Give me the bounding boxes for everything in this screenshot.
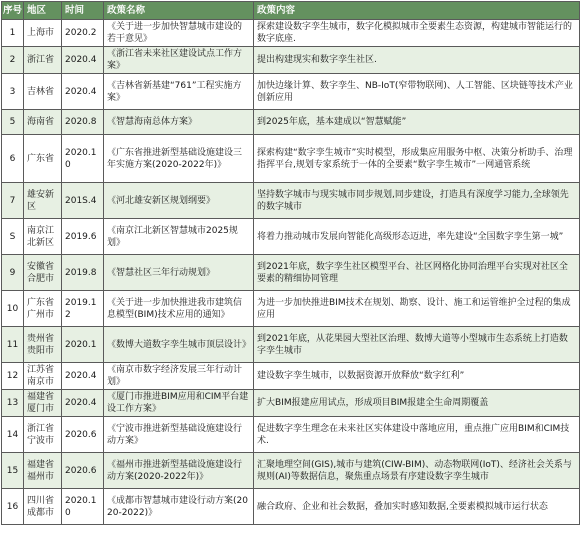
table-header (2, 2, 580, 20)
cell-policy-content: 探索构建“数字孪生城市”实时模型，形成集应用服务中枢、决策分析助手、治理指挥平台,规划专家系统于一体的全要素“数字孪生城市”一网通管系统 (254, 135, 580, 183)
table-row (2, 255, 580, 291)
table-row (2, 291, 580, 327)
cell-time: 2019.12 (62, 291, 104, 327)
cell-policy-name: 《宁波市推进新型基础设施建设行动方案》 (104, 417, 254, 453)
cell-region: 浙江省宁波市 (24, 417, 62, 453)
cell-policy-content: 建设数字孪生城市，以数据资源开放释放“数字红利” (254, 363, 580, 390)
cell-policy-name: 《河北雄安新区规划纲要》 (104, 183, 254, 219)
table-row (2, 453, 580, 489)
cell-policy-content: 将着力推动城市发展向智能化高级形态迈进，率先建设“全国数字孪生第一城” (254, 219, 580, 255)
header-name: 政策名称 (104, 2, 254, 20)
table-row (2, 47, 580, 74)
cell-no: S (2, 219, 24, 255)
table-row (2, 417, 580, 453)
cell-no: 15 (2, 453, 24, 489)
header-no: 序号 (2, 2, 24, 20)
cell-time: 2020.4 (62, 390, 104, 417)
cell-time: 2019.6 (62, 219, 104, 255)
table-body (2, 20, 580, 525)
header-time: 时间 (62, 2, 104, 20)
cell-region: 浙江省 (24, 47, 62, 74)
cell-policy-content: 为进一步加快推进BIM技术在规划、勘察、设计、施工和运管维护全过程的集成应用 (254, 291, 580, 327)
cell-time: 2020.4 (62, 363, 104, 390)
cell-no: 11 (2, 327, 24, 363)
cell-time: 2020.8 (62, 110, 104, 135)
cell-policy-name: 《成都市智慧城市建设行动方案(2020-2022)》 (104, 489, 254, 525)
cell-region: 吉林省 (24, 74, 62, 110)
table-row (2, 183, 580, 219)
cell-region: 上海市 (24, 20, 62, 47)
table-row (2, 489, 580, 525)
cell-time: 2020.10 (62, 135, 104, 183)
cell-policy-name: 《关于进一步加快推进我市建筑信息模型(BIM)技术应用的通知》 (104, 291, 254, 327)
cell-time: 2020.10 (62, 489, 104, 525)
cell-policy-name: 《关于进一步加快智慧城市建设的若干意见》 (104, 20, 254, 47)
cell-policy-name: 《吉林省新基建“761”工程实施方案》 (104, 74, 254, 110)
cell-policy-content: 到2021年底，从花果园大型社区治理、数博大道等小型城市生态系统上打造数字孪生城市 (254, 327, 580, 363)
cell-no: 3 (2, 74, 24, 110)
cell-time: 2020.4 (62, 74, 104, 110)
table-row (2, 390, 580, 417)
cell-no: 6 (2, 135, 24, 183)
cell-policy-name: 《厦门市推进BIM应用和CIM平台建设工作方案》 (104, 390, 254, 417)
cell-policy-name: 《智慧海南总体方案》 (104, 110, 254, 135)
cell-no: 14 (2, 417, 24, 453)
cell-policy-name: 《广东省推进新型基础设施建设三年实施方案(2020-2022年)》 (104, 135, 254, 183)
cell-time: 2020.6 (62, 417, 104, 453)
cell-region: 广东省广州市 (24, 291, 62, 327)
table-row (2, 219, 580, 255)
cell-policy-name: 《智慧社区三年行动规划》 (104, 255, 254, 291)
cell-no: 5 (2, 110, 24, 135)
cell-policy-content: 坚持数字城市与现实城市同步规划,同步建设，打造具有深度学习能力,全球领先的数字城市 (254, 183, 580, 219)
cell-no: 7 (2, 183, 24, 219)
cell-no: 12 (2, 363, 24, 390)
table-row (2, 363, 580, 390)
cell-no: 13 (2, 390, 24, 417)
cell-policy-content: 加快边缘计算、数字孪生、NB-IoT(窄带物联网)、人工智能、区块链等技术产业创新应用 (254, 74, 580, 110)
cell-time: 2020.4 (62, 47, 104, 74)
cell-policy-content: 到2025年底，基本建成以“智慧赋能” (254, 110, 580, 135)
cell-policy-name: 《南京市数字经济发展三年行动计划》 (104, 363, 254, 390)
cell-time: 2020.2 (62, 20, 104, 47)
cell-region: 贵州省贵阳市 (24, 327, 62, 363)
cell-policy-content: 汇聚地理空间(GIS),城市与建筑(CIW-BIM)、动态物联网(IoT)、经济社会关系与规则(AI)等数据信息，聚焦重点场景有序建设数字孪生城市 (254, 453, 580, 489)
header-region: 地区 (24, 2, 62, 20)
cell-time: 2019.8 (62, 255, 104, 291)
cell-policy-content: 融合政府、企业和社会数据，叠加实时感知数据,全要素模拟城市运行状态 (254, 489, 580, 525)
table-row (2, 135, 580, 183)
cell-region: 雄安新区 (24, 183, 62, 219)
cell-region: 海南省 (24, 110, 62, 135)
cell-region: 广东省 (24, 135, 62, 183)
cell-policy-content: 扩大BIM报建应用试点，形成项目BIM报建全生命周期覆盖 (254, 390, 580, 417)
cell-policy-content: 提出构建现实和数字孪生社区. (254, 47, 580, 74)
policy-table (1, 1, 580, 525)
cell-policy-name: 《数博大道数字孪生城市顶层设计》 (104, 327, 254, 363)
cell-no: 2 (2, 47, 24, 74)
cell-policy-name: 《浙江省未来社区建设试点工作方案》 (104, 47, 254, 74)
cell-region: 福建省厦门市 (24, 390, 62, 417)
cell-policy-content: 探索建设数字孪生城市，数字化模拟城市全要素生态资源，构建城市智能运行的数字底座. (254, 20, 580, 47)
cell-no: 10 (2, 291, 24, 327)
header-content: 政策内容 (254, 2, 580, 20)
cell-no: 16 (2, 489, 24, 525)
cell-no: 9 (2, 255, 24, 291)
cell-region: 南京江北新区 (24, 219, 62, 255)
cell-region: 福建省福州市 (24, 453, 62, 489)
header-row (2, 2, 580, 20)
table-row (2, 20, 580, 47)
cell-region: 安徽省合肥市 (24, 255, 62, 291)
cell-no: 1 (2, 20, 24, 47)
table-row (2, 327, 580, 363)
cell-region: 江苏省南京市 (24, 363, 62, 390)
cell-policy-name: 《南京江北新区智慧城市2025规划》 (104, 219, 254, 255)
cell-time: 2020.6 (62, 453, 104, 489)
cell-policy-content: 到2021年底，数字孪生社区模型平台、社区网格化协同治理平台实现对社区全要素的精细协同管理 (254, 255, 580, 291)
cell-policy-name: 《福州市推进新型基础设施建设行动方案(2020-2022年)》 (104, 453, 254, 489)
cell-policy-content: 促进数字孪生理念在未来社区实体建设中落地应用，重点推广应用BIM和CIM技术. (254, 417, 580, 453)
cell-region: 四川省成都市 (24, 489, 62, 525)
cell-time: 201S.4 (62, 183, 104, 219)
table-row (2, 110, 580, 135)
table-row (2, 74, 580, 110)
cell-time: 2020.1 (62, 327, 104, 363)
